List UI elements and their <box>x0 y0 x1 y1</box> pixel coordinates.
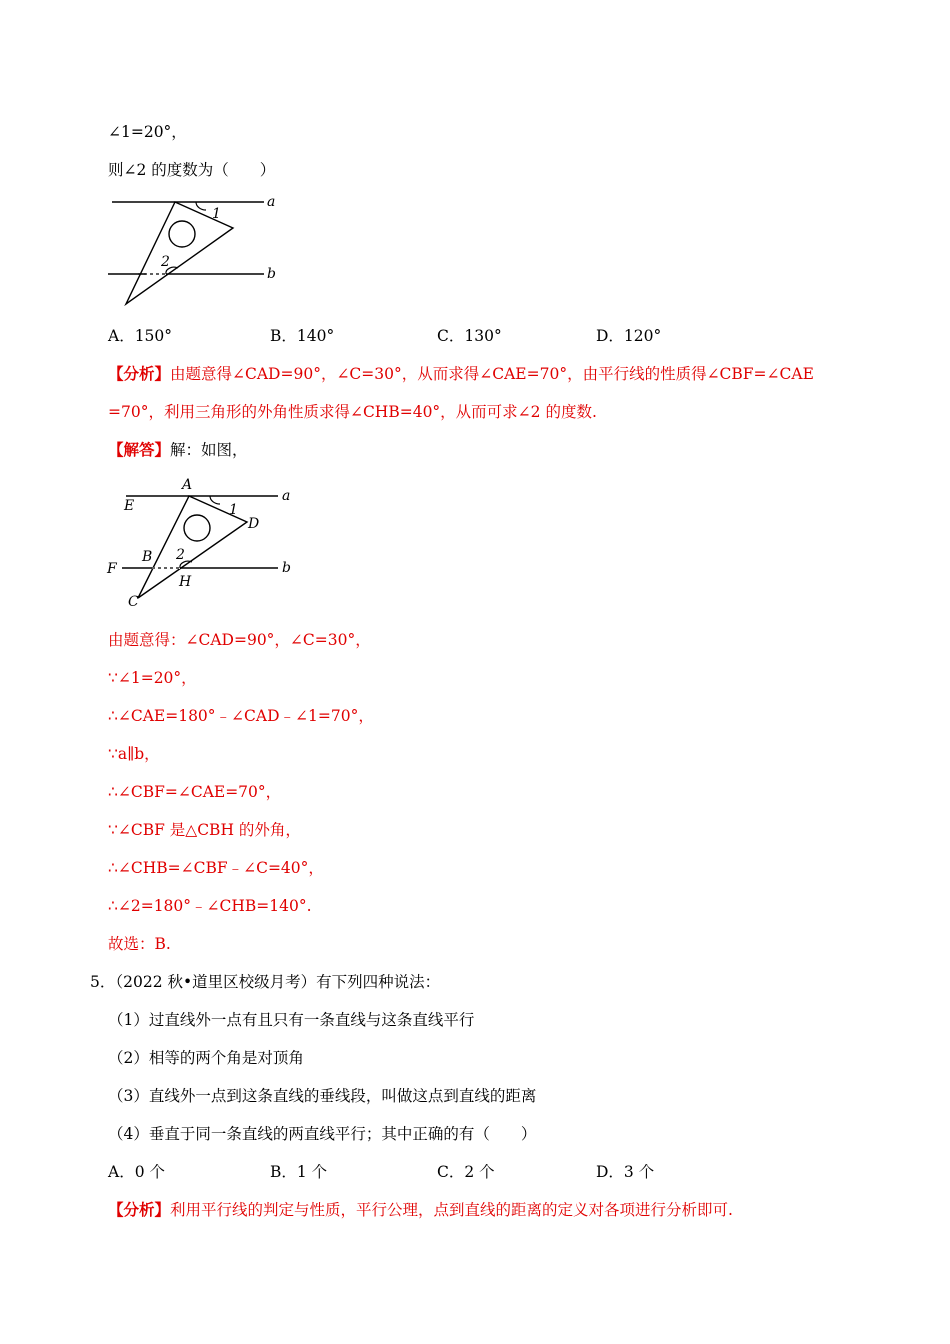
step-2: ∵∠1=20°， <box>108 669 197 687</box>
q5-statement-1: （1）过直线外一点有且只有一条直线与这条直线平行 <box>108 1011 475 1029</box>
step-7: ∴∠CHB=∠CBF﹣∠C=40°， <box>108 859 324 877</box>
analysis-tag: 【分析】 <box>108 364 171 383</box>
angle-1-arc <box>196 202 206 210</box>
figure-labeled <box>104 472 304 612</box>
label-E: E <box>124 498 135 514</box>
answer-intro-text: 解：如图， <box>170 441 248 459</box>
q4-option-a: A．150° <box>108 327 173 345</box>
label-C: C <box>128 594 139 610</box>
q4-analysis-line2: =70°，利用三角形的外角性质求得∠CHB=40°，从而可求∠2 的度数. <box>108 403 597 421</box>
choice: 故选：B. <box>108 935 171 953</box>
q4-option-b: B．140° <box>270 327 335 345</box>
q5-statement-2: （2）相等的两个角是对顶角 <box>108 1049 304 1067</box>
q4-answer-intro <box>108 440 248 460</box>
label-1: 1 <box>212 206 221 222</box>
label-F: F <box>107 561 117 577</box>
label-A: A <box>182 477 193 493</box>
ruler-hole <box>169 221 195 247</box>
step-5: ∴∠CBF=∠CAE=70°， <box>108 783 282 801</box>
step-1: 由题意得：∠CAD=90°，∠C=30°， <box>108 631 371 649</box>
answer-tag: 【解答】 <box>108 440 171 459</box>
q5-option-d: D．3 个 <box>596 1163 655 1181</box>
q4-option-d: D．120° <box>596 327 662 345</box>
step-4: ∵a∥b， <box>108 745 160 763</box>
label-b: b <box>267 266 276 282</box>
q4-analysis-line1 <box>108 364 814 384</box>
q5-statement-3: （3）直线外一点到这条直线的垂线段，叫做这点到直线的距离 <box>108 1087 537 1105</box>
q5-option-a: A．0 个 <box>108 1163 165 1181</box>
label-a: a <box>267 194 276 210</box>
label-2: 2 <box>176 547 185 563</box>
analysis-text: 由题意得∠CAD=90°，∠C=30°，从而求得∠CAE=70°，由平行线的性质得∠CBF=∠CAE <box>170 365 814 383</box>
label-b: b <box>282 560 291 576</box>
label-2: 2 <box>161 254 170 270</box>
q5-analysis <box>108 1200 733 1220</box>
angle-1-arc <box>210 496 220 504</box>
step-6: ∵∠CBF 是△CBH 的外角， <box>108 821 301 839</box>
question-text: 则∠2 的度数为（ ） <box>108 161 276 179</box>
q5-option-b: B．1 个 <box>270 1163 328 1181</box>
label-D: D <box>248 516 260 532</box>
step-8: ∴∠2=180°﹣∠CHB=140°. <box>108 897 312 915</box>
label-H: H <box>179 574 192 590</box>
figure-parallel-lines-triangle <box>108 188 288 310</box>
q5-statement-4: （4）垂直于同一条直线的两直线平行；其中正确的有（ ） <box>108 1125 537 1143</box>
q5-stem: 5．（2022 秋•道里区校级月考）有下列四种说法： <box>90 973 441 991</box>
given-line: ∠1=20°， <box>108 123 187 141</box>
q4-option-c: C．130° <box>437 327 502 345</box>
label-a: a <box>282 488 291 504</box>
ruler-hole <box>184 515 210 541</box>
label-B: B <box>142 549 153 565</box>
label-1: 1 <box>229 502 238 518</box>
q5-analysis-text: 利用平行线的判定与性质，平行公理，点到直线的距离的定义对各项进行分析即可. <box>170 1201 733 1219</box>
q5-analysis-tag: 【分析】 <box>108 1200 171 1219</box>
q5-option-c: C．2 个 <box>437 1163 495 1181</box>
step-3: ∴∠CAE=180°﹣∠CAD﹣∠1=70°， <box>108 707 374 725</box>
